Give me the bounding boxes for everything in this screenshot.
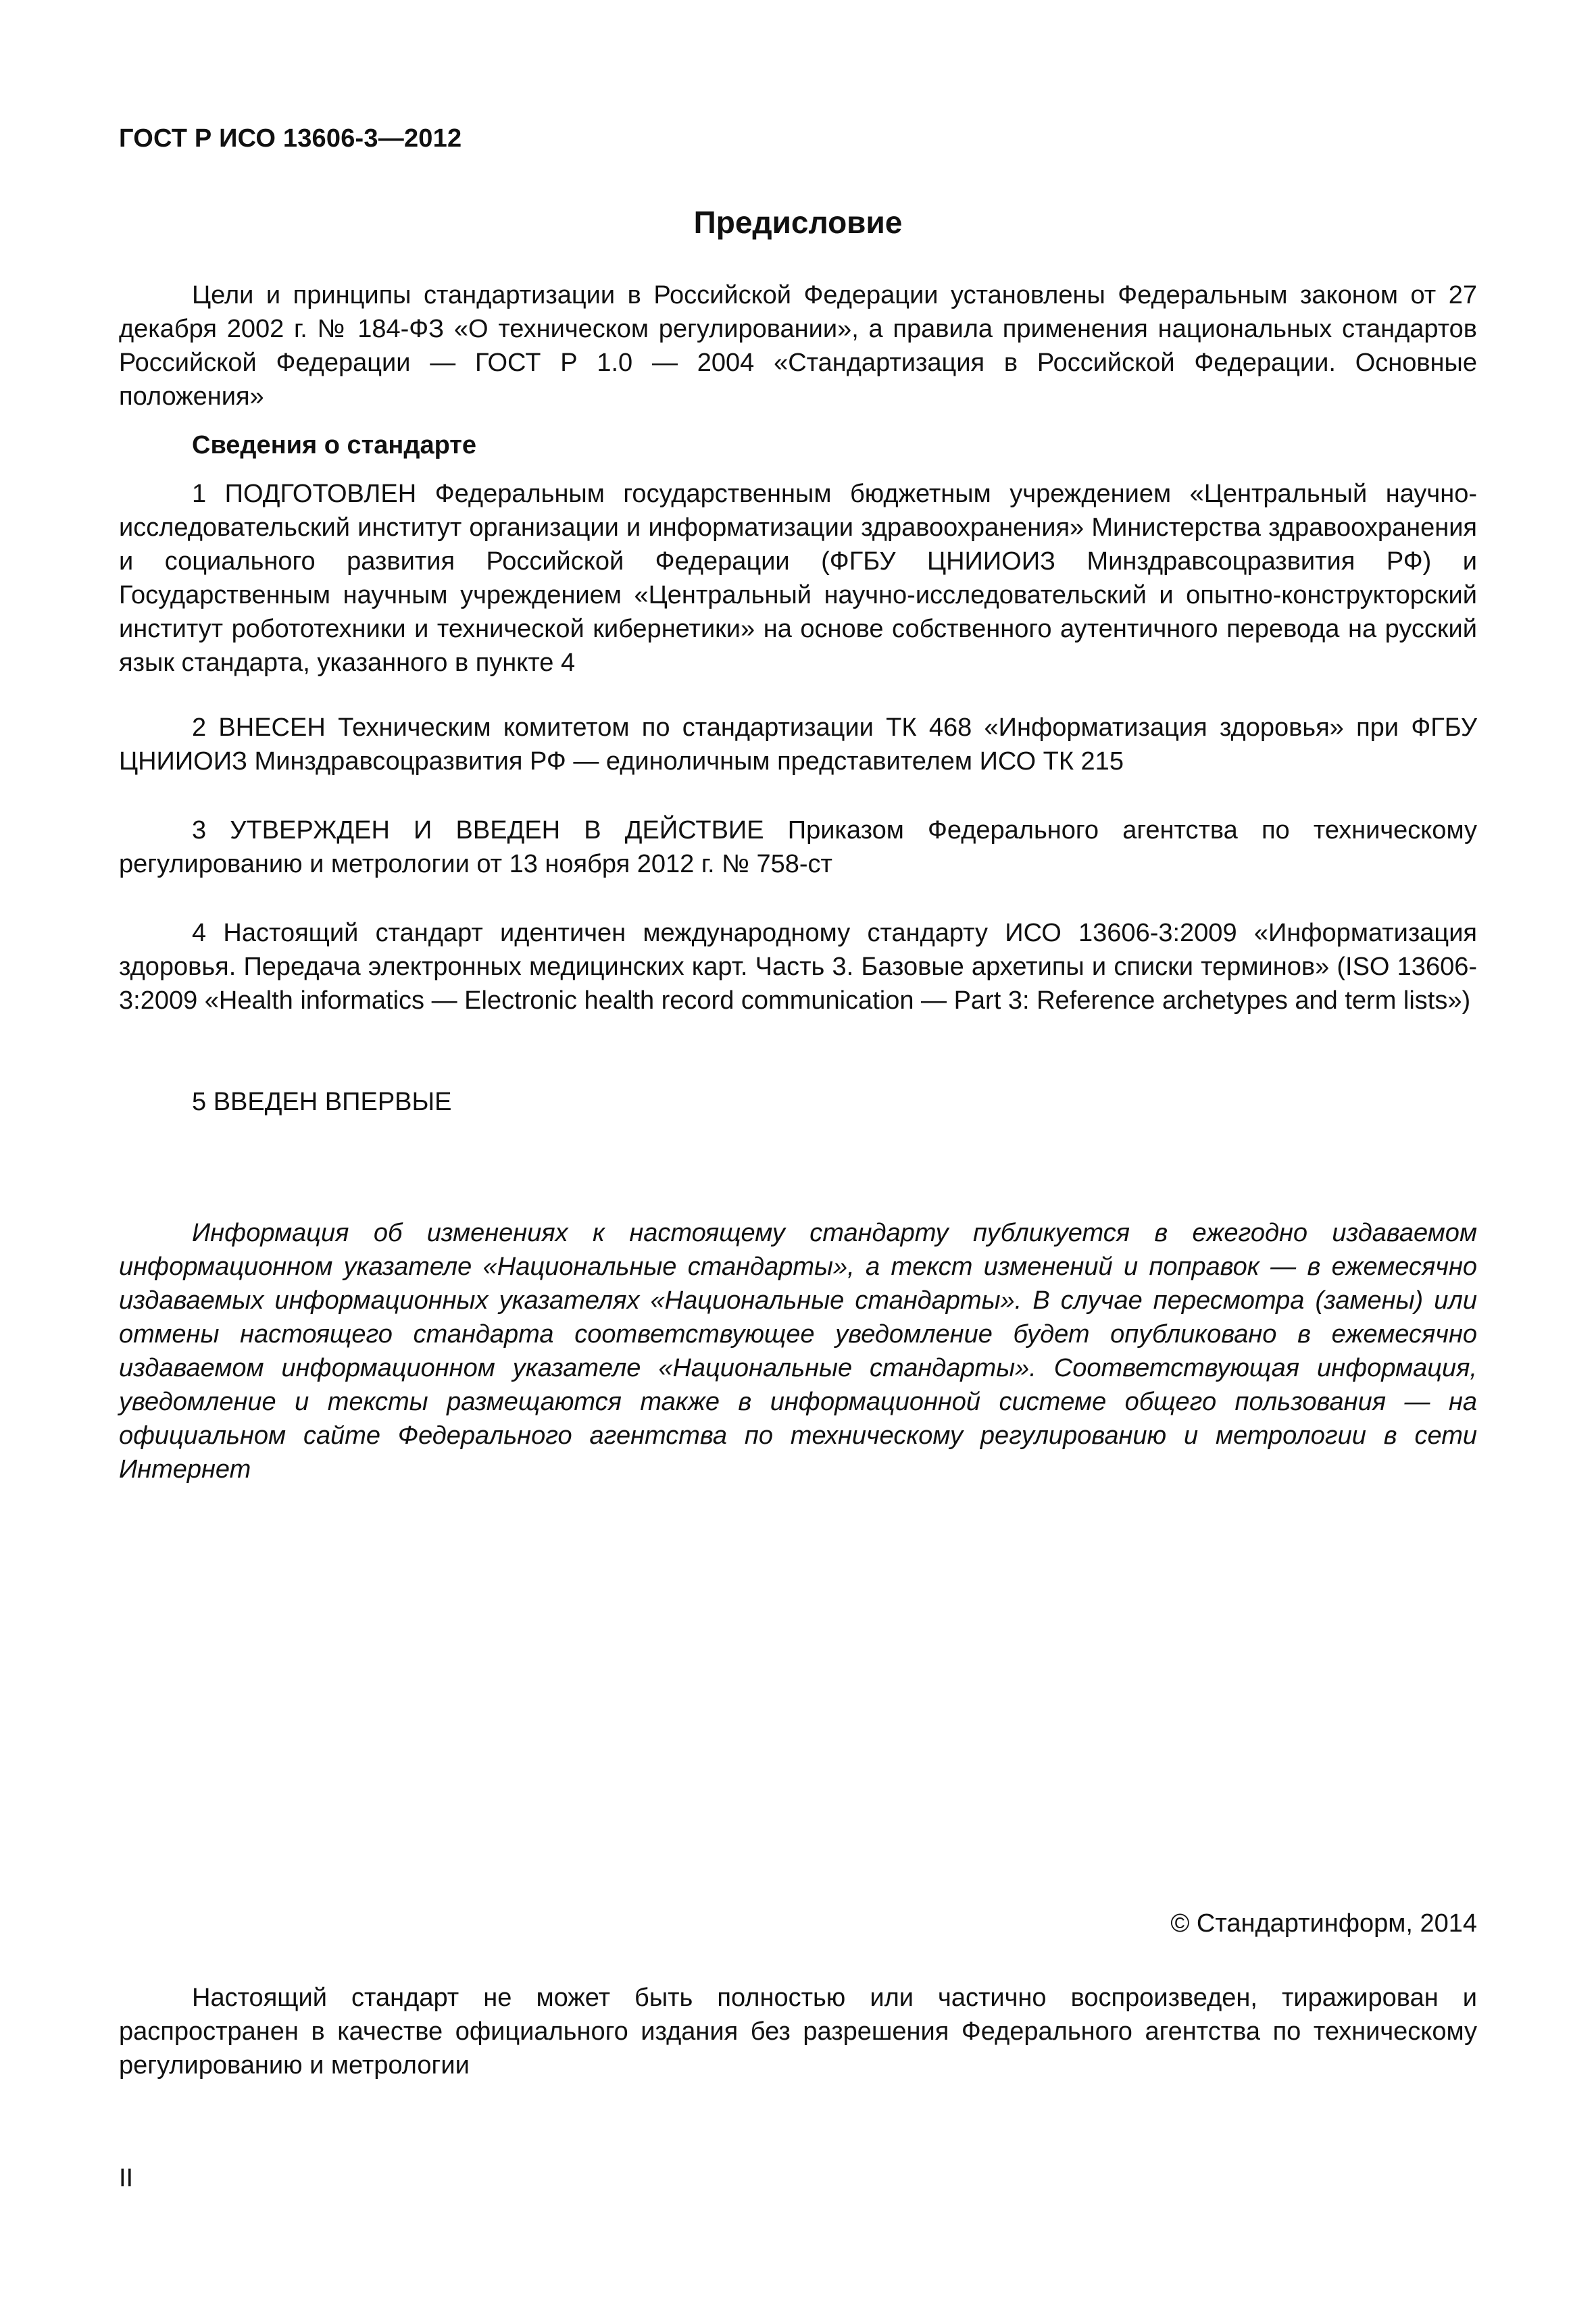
page-number: II xyxy=(119,2164,134,2192)
copyright-line: © Стандартинформ, 2014 xyxy=(1170,1909,1477,1938)
page-title: Предисловие xyxy=(693,205,903,240)
item-first-introduced: 5 ВВЕДЕН ВПЕРВЫЕ xyxy=(192,1088,452,1116)
intro-paragraph: Цели и принципы стандартизации в Российской Федерации установлены Федеральным законом от 27 декабря 2002 г. № 184-ФЗ «О техническом регулировании», а правила применения национальных стандартов Российской Федерации — ГОСТ Р 1.0 — 2004 «Стандартизация в Российской Федерации. Основные положения» xyxy=(119,281,1477,411)
info-heading: Сведения о стандарте xyxy=(192,431,477,459)
change-notice-paragraph: Информация об изменениях к настоящему стандарту публикуется в ежегодно издаваемом информационном указателе «Национальные стандарты», а текст изменений и поправок — в ежемесячно издаваемых информационных указателях «Национальные стандарты». В случае пересмотра (замены) или отмены настоящего стандарта соответствующее уведомление будет опубликовано в ежемесячно издаваемом информационном указателе «Национальные стандарты». Соответствующая информация, уведомление и тексты размещаются также в информационной системе общего пользования — на официальном сайте Федерального агентства по техническому регулированию и метрологии в сети Интернет xyxy=(119,1219,1477,1484)
item-identical: 4 Настоящий стандарт идентичен международному стандарту ИСО 13606-3:2009 «Информатизация здоровья. Передача электронных медицинских карт. Часть 3. Базовые архетипы и списки терминов» (ISO 13606-3:2009 «Health informatics — Electronic health record communication — Part 3: Reference archetypes and term lists») xyxy=(119,919,1477,1015)
item-prepared: 1 ПОДГОТОВЛЕН Федеральным государственным бюджетным учреждением «Центральный научно-исследовательский институт организации и информатизации здравоохранения» Министерства здравоохранения и социального развития Российской Федерации (ФГБУ ЦНИИОИЗ Минздравсоцразвития РФ) и Государственным научным учреждением «Центральный научно-исследовательский и опытно-конструкторский институт робототехники и технической кибернетики» на основе собственного аутентичного перевода на русский язык стандарта, указанного в пункте 4 xyxy=(119,480,1477,677)
document-code: ГОСТ Р ИСО 13606-3—2012 xyxy=(119,124,462,153)
item-approved: 3 УТВЕРЖДЕН И ВВЕДЕН В ДЕЙСТВИЕ Приказом Федерального агентства по техническому регулированию и метрологии от 13 ноября 2012 г. № 758-ст xyxy=(119,816,1477,878)
item-introduced: 2 ВНЕСЕН Техническим комитетом по стандартизации ТК 468 «Информатизация здоровья» при ФГБУ ЦНИИОИЗ Минздравсоцразвития РФ — единоличным представителем ИСО ТК 215 xyxy=(119,713,1477,776)
reproduction-notice: Настоящий стандарт не может быть полностью или частично воспроизведен, тиражирован и распространен в качестве официального издания без разрешения Федерального агентства по техническому регулированию и метрологии xyxy=(119,1984,1477,2080)
